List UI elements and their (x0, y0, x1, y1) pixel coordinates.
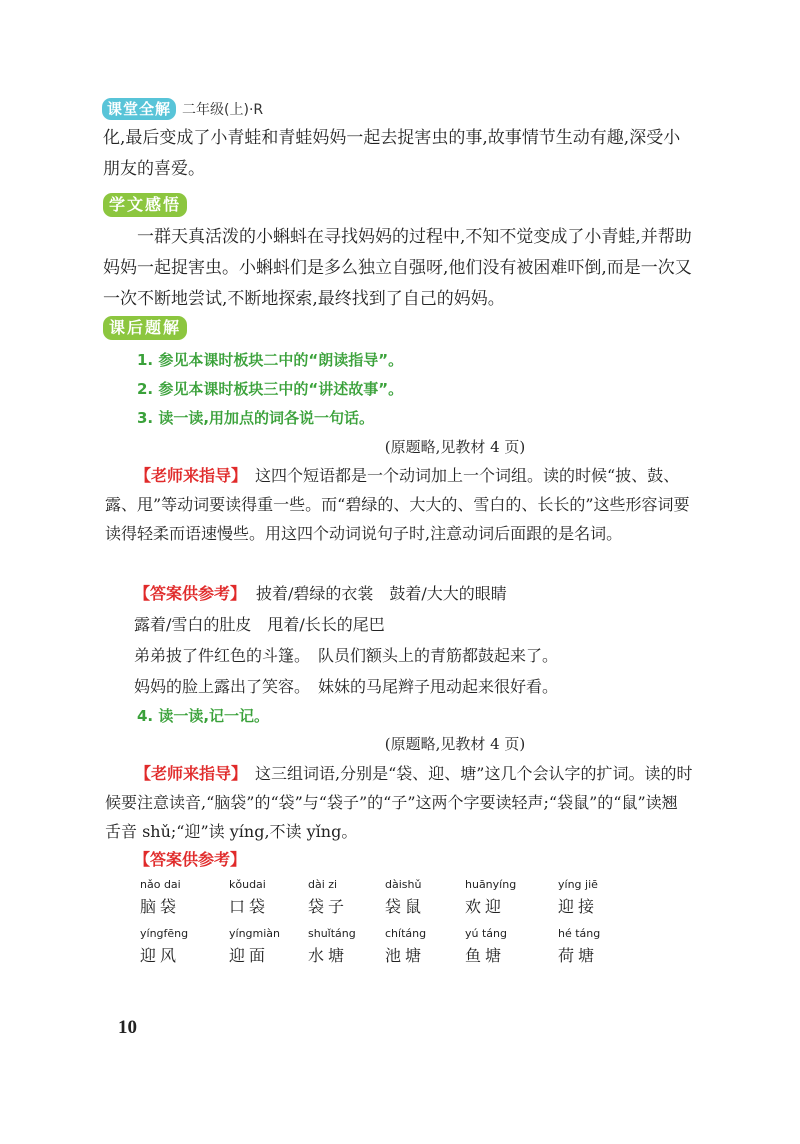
vocab-item (308, 927, 398, 967)
vocab-hanzi: 欢迎 (465, 897, 506, 916)
vocab-pinyin: nǎo dai (140, 878, 181, 891)
vocab-pinyin: hé táng (558, 927, 601, 940)
vocab-hanzi: 迎风 (140, 946, 181, 965)
answer-line: 露着/雪白的肚皮 甩着/长长的尾巴 (134, 615, 385, 634)
section-insight-title: 学文感悟 (103, 193, 187, 217)
vocab-hanzi: 荷塘 (558, 946, 599, 965)
teacher-guide-label: 【老师来指导】 (135, 764, 248, 783)
question-3-answer (134, 582, 507, 606)
vocab-pinyin: yíngmiàn (229, 927, 281, 940)
header-subtitle: 二年级(上)·R (182, 102, 264, 118)
vocab-hanzi: 袋子 (308, 897, 349, 916)
teacher-guide-text: 这四个短语都是一个动词加上一个词组。读的时候“披、鼓、露、甩”等动词要读得重一些。而“碧绿的、大大的、雪白的、长长的”这些形容词要读得轻柔而语速慢些。用这四个动词说句子时,注意动词后面跟的是名词。 (105, 466, 690, 543)
vocab-pinyin: yú táng (465, 927, 507, 940)
vocab-hanzi: 迎接 (558, 897, 599, 916)
vocab-item (140, 927, 230, 967)
vocab-pinyin: yíngfēng (140, 927, 189, 940)
question-3-teacher-guide (105, 461, 693, 548)
section-exercises-heading (103, 316, 187, 340)
vocab-pinyin: dài zi (308, 878, 338, 891)
vocab-item (140, 878, 230, 918)
question-2: 2. 参见本课时板块三中的“讲述故事”。 (137, 380, 404, 398)
vocab-hanzi: 池塘 (385, 946, 426, 965)
vocab-item (229, 878, 319, 918)
section-insight-heading (103, 193, 187, 217)
vocab-item (308, 878, 398, 918)
question-4-note: (原题略,见教材 4 页) (384, 735, 526, 753)
vocab-item (229, 927, 319, 967)
vocab-item (465, 927, 555, 967)
answer-label: 【答案供参考】 (134, 850, 247, 869)
vocab-item (385, 878, 475, 918)
question-3-note: (原题略,见教材 4 页) (384, 438, 526, 456)
vocab-pinyin: huānyíng (465, 878, 517, 891)
page-header (102, 96, 263, 122)
teacher-guide-label: 【老师来指导】 (135, 466, 248, 485)
question-1: 1. 参见本课时板块二中的“朗读指导”。 (137, 351, 404, 369)
vocab-hanzi: 鱼塘 (465, 946, 506, 965)
vocab-hanzi: 迎面 (229, 946, 270, 965)
question-3: 3. 读一读,用加点的词各说一句话。 (137, 409, 375, 427)
vocab-hanzi: 水塘 (308, 946, 349, 965)
vocab-item (465, 878, 555, 918)
section-exercises-title: 课后题解 (103, 316, 187, 340)
vocab-pinyin: chítáng (385, 927, 427, 940)
answer-label: 【答案供参考】 (134, 584, 247, 603)
question-4-teacher-guide (105, 759, 693, 846)
teacher-guide-text: 这三组词语,分别是“袋、迎、塘”这几个会认字的扩词。读的时候要注意读音,“脑袋”的“袋”与“袋子”的“子”这两个字要读轻声;“袋鼠”的“鼠”读翘舌音 shǔ;“迎”读 yíng,不读 yǐng。 (105, 764, 693, 841)
answer-line: 披着/碧绿的衣裳 鼓着/大大的眼睛 (256, 584, 507, 603)
answer-line: 妈妈的脸上露出了笑容。 妹妹的马尾辫子甩动起来很好看。 (134, 677, 559, 696)
vocab-pinyin: dàishǔ (385, 878, 422, 891)
vocab-hanzi: 口袋 (229, 897, 270, 916)
answer-line: 弟弟披了件红色的斗篷。 队员们额头上的青筋都鼓起来了。 (134, 646, 559, 665)
vocab-pinyin: kǒudai (229, 878, 266, 891)
vocab-hanzi: 脑袋 (140, 897, 181, 916)
intro-paragraph: 化,最后变成了小青蛙和青蛙妈妈一起去捉害虫的事,故事情节生动有趣,深受小朋友的喜爱。 (103, 128, 681, 179)
vocab-pinyin: yíng jiē (558, 878, 598, 891)
vocab-item (558, 927, 648, 967)
vocab-hanzi: 袋鼠 (385, 897, 426, 916)
page-number: 10 (118, 1017, 137, 1038)
vocab-pinyin: shuǐtáng (308, 927, 356, 940)
section-insight-text: 一群天真活泼的小蝌蚪在寻找妈妈的过程中,不知不觉变成了小青蛙,并帮助妈妈一起捉害虫。小蝌蚪们是多么独立自强呀,他们没有被困难吓倒,而是一次又一次不断地尝试,不断地探索,最终找到了自己的妈妈。 (103, 227, 692, 309)
question-4-answer (134, 848, 246, 872)
brand-badge: 课堂全解 (102, 98, 176, 120)
question-4: 4. 读一读,记一记。 (137, 707, 270, 725)
vocab-item (385, 927, 475, 967)
vocab-item (558, 878, 648, 918)
